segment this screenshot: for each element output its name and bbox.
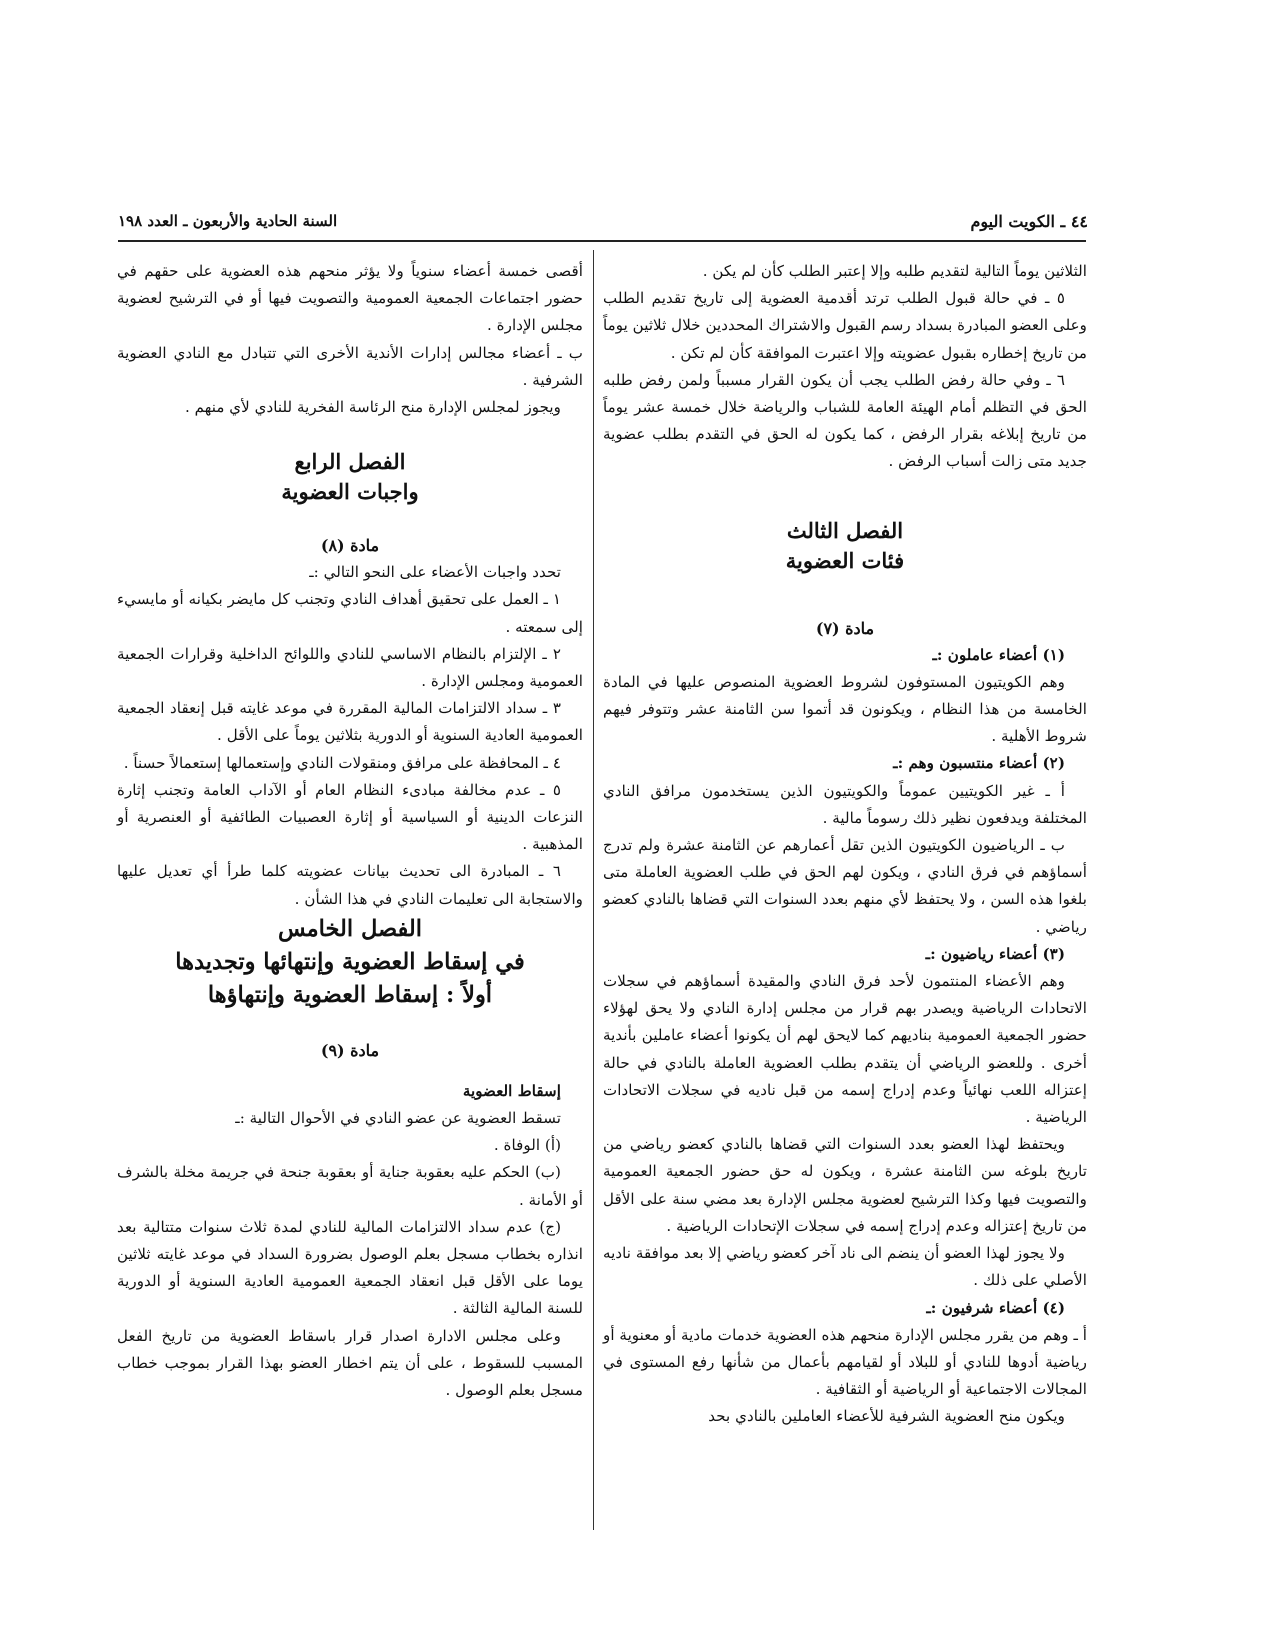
duty-item: ٦ ـ المبادرة الى تحديث بيانات عضويته كلما طرأ أي تعديل عليها والاستجابة الى تعليمات النادي في هذا الشأن . (117, 862, 583, 908)
paragraph: ويجوز لمجلس الإدارة منح الرئاسة الفخرية للنادي لأي منهم . (184, 398, 561, 417)
header-rule (118, 240, 1086, 242)
paragraph: ب ـ الرياضيون الكويتيون الذين تقل أعمارهم عن الثامنة عشرة ولم تدرج أسماؤهم في فرق النادي ، ويكون لهم الحق في طلب العضوية العاملة متى بلغوا هذه السن ، ولا يحتفظ لأي منهم بعدد السنوات التي قضاها بالنادي كعضو رياضي . (603, 836, 1087, 936)
case-item: (ج) عدم سداد الالتزامات المالية للنادي لمدة ثلاث سنوات متتالية بعد انذاره بخطاب مسجل بعلم الوصول بضرورة السداد في موعد غايته ثلاثين يوما على الأقل قبل انعقاد الجمعية العمومية العادية السنوية أو الدورية للسنة المالية الثالثة . (117, 1217, 583, 1318)
issue-info: السنة الحادية والأربعون ـ العدد ١٩٨ (118, 212, 338, 230)
duty-item: ٢ ـ الإلتزام بالنظام الاساسي للنادي واللوائح الداخلية وقرارات الجمعية العمومية ومجلس الإدارة . (117, 644, 583, 691)
article-heading: مادة (٩) (320, 1040, 380, 1060)
chapter-title: الفصل الرابع (294, 449, 406, 475)
chapter-title: الفصل الثالث (786, 517, 904, 543)
paragraph: الثلاثين يوماً التالية لتقديم طلبه وإلا إعتبر الطلب كأن لم يكن . (702, 262, 1087, 280)
article-heading: مادة (٨) (320, 536, 380, 556)
section-heading: (٤) أعضاء شرفيون :ـ (926, 1298, 1065, 1317)
column-divider (593, 250, 594, 1530)
paragraph: تحدد واجبات الأعضاء على النحو التالي :ـ (309, 563, 561, 582)
duty-item: ٤ ـ المحافظة على مرافق ومنقولات النادي وإستعمالها إستعمالاً حسناً . (123, 753, 561, 772)
paragraph: ويحتفظ لهذا العضو بعدد السنوات التي قضاها بالنادي كعضو رياضي من تاريخ بلوغه سن الثامنة عشرة ، ويكون له حق حضور الجمعية العمومية والتصويت فيها وكذا الترشيح لعضوية مجلس الإدارة بعد مضي سنة على الأقل من تاريخ إعتزاله وعدم إدراج إسمه في سجلات الإتحادات الرياضية . (603, 1135, 1087, 1235)
paragraph: ويكون منح العضوية الشرفية للأعضاء العاملين بالنادي بحد (708, 1407, 1065, 1426)
page-header (118, 212, 1088, 236)
section-heading: (٢) أعضاء منتسبون وهم :ـ (893, 754, 1065, 773)
paragraph: وعلى مجلس الادارة اصدار قرار باسقاط العضوية من تاريخ الفعل المسبب للسقوط ، على أن يتم اخطار العضو بهذا القرار بموجب خطاب مسجل بعلم الوصول . (117, 1326, 583, 1400)
paragraph: أقصى خمسة أعضاء سنوياً ولا يؤثر منحهم هذه العضوية على حقهم في حضور اجتماعات الجمعية العمومية والتصويت فيها أو في الترشيح لعضوية مجلس الإدارة . (117, 262, 583, 335)
duty-item: ٥ ـ عدم مخالفة مبادىء النظام العام أو الآداب العامة وتجنب إثارة النزعات الدينية أو السياسية أو إثارة العصبيات الطائفية أو العنصرية أو المذهبية . (117, 780, 583, 854)
sub-heading: إسقاط العضوية (462, 1081, 561, 1100)
publication-title: ٤٤ ـ الكويت اليوم (970, 212, 1088, 231)
article-heading: مادة (٧) (815, 618, 875, 638)
chapter-subtitle: فئات العضوية (785, 547, 905, 573)
paragraph: أ ـ وهم من يقرر مجلس الإدارة منحهم هذه العضوية خدمات مادية أو معنوية أو رياضية أدوها للنادي أو للبلاد أو لقيامهم بأعمال من شأنها رفع المستوى في المجالات الاجتماعية أو الرياضية أو الثقافية . (603, 1325, 1087, 1399)
chapter-subtitle: واجبات العضوية (281, 479, 419, 505)
paragraph: ٥ ـ في حالة قبول الطلب ترتد أقدمية العضوية إلى تاريخ تقديم الطلب وعلى العضو المبادرة بسداد رسم القبول والاشتراك المحددين خلال ثلاثين يوماً من تاريخ إخطاره بقبول عضويته وإلا اعتبرت الموافقة كأن لم تكن . (603, 289, 1087, 362)
section-title: أولاً : إسقاط العضوية وإنتهاؤها (207, 981, 493, 1008)
section-heading: (٣) أعضاء رياضيون :ـ (925, 944, 1065, 963)
paragraph: ب ـ أعضاء مجالس إدارات الأندية الأخرى التي تتبادل مع النادي العضوية الشرفية . (117, 343, 583, 389)
chapter-title: الفصل الخامس (277, 915, 423, 942)
paragraph: ٦ ـ وفي حالة رفض الطلب يجب أن يكون القرار مسبباً ولمن رفض طلبه الحق في التظلم أمام الهيئة العامة للشباب والرياضة خلال خمسة عشر يوماً من تاريخ إبلاغه بقرار الرفض ، كما يكون له الحق في التقدم بطلب عضوية جديد متى زالت أسباب الرفض . (603, 370, 1087, 471)
case-item: (ب) الحكم عليه بعقوبة جناية أو بعقوبة جنحة في جريمة مخلة بالشرف أو الأمانة . (117, 1163, 583, 1209)
paragraph: ولا يجوز لهذا العضو أن ينضم الى ناد آخر كعضو رياضي إلا بعد موافقة ناديه الأصلي على ذلك . (603, 1244, 1087, 1290)
right-column (603, 258, 1087, 1431)
paragraph: وهم الكويتيون المستوفون لشروط العضوية المنصوص عليها في المادة الخامسة من هذا النظام ، ويكونون قد أتموا سن الثامنة عشر وتتوفر فيهم شروط الأهلية . (603, 672, 1087, 746)
paragraph: أ ـ غير الكويتيين عموماً والكويتيون الذين يستخدمون مرافق النادي المختلفة ويدفعون نظير ذلك رسوماً مالية . (603, 781, 1087, 827)
duty-item: ١ ـ العمل على تحقيق أهداف النادي وتجنب كل مايضر بكيانه أو مايسيء إلى سمعته . (117, 590, 583, 636)
chapter-subtitle: في إسقاط العضوية وإنتهائها وتجديدها (175, 948, 525, 975)
case-item: (أ) الوفاة . (493, 1136, 561, 1155)
paragraph: تسقط العضوية عن عضو النادي في الأحوال التالية :ـ (235, 1109, 561, 1128)
paragraph: وهم الأعضاء المنتمون لأحد فرق النادي والمقيدة أسماؤهم في سجلات الاتحادات الرياضية ويصدر بهم قرار من مجلس إدارة النادي ولا يحق لهؤلاء حضور الجمعية العمومية بناديهم كما لايحق لهم أن يكونوا أعضاء عاملين بأندية أخرى . وللعضو الرياضي أن يتقدم بطلب العضوية العاملة بالنادي في حالة إعتزاله اللعب نهائياً وعدم إدراج إسمه من قبل ناديه في سجلات الاتحادات الرياضية . (603, 972, 1087, 1127)
duty-item: ٣ ـ سداد الالتزامات المالية المقررة في موعد غايته قبل إنعقاد الجمعية العمومية العادية السنوية أو الدورية بثلاثين يوماً على الأقل . (117, 699, 583, 745)
left-column (117, 258, 583, 1404)
section-heading: (١) أعضاء عاملون :ـ (932, 645, 1065, 664)
